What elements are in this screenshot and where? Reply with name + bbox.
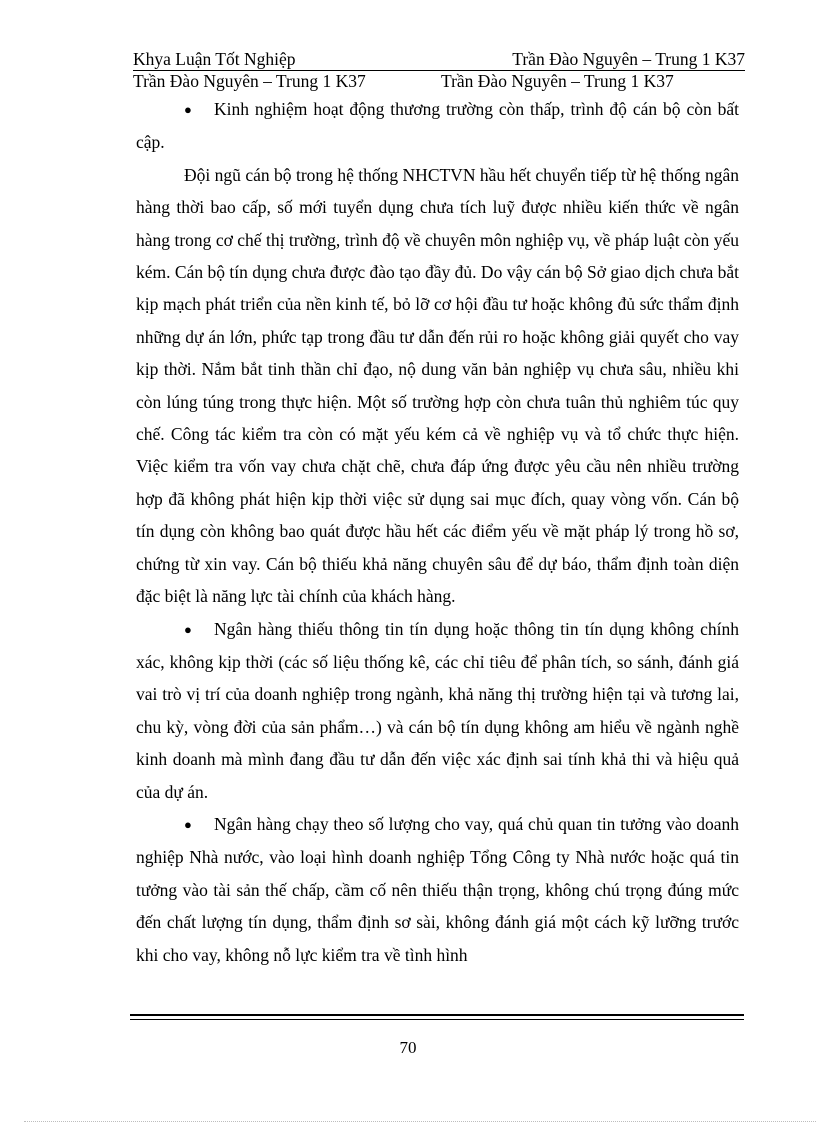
header-main-row [133, 48, 745, 70]
paragraph-1 [136, 93, 739, 159]
header-author: Trần Đào Nguyên – Trung 1 K37 [512, 49, 745, 69]
header-repeat-author-1: Trần Đào Nguyên – Trung 1 K37 [133, 71, 366, 91]
footer-rule [130, 1014, 744, 1020]
page-number: 70 [399, 1038, 417, 1057]
paragraph-3 [136, 613, 739, 808]
document-body [136, 93, 739, 971]
bullet-icon: ● [184, 621, 192, 637]
paragraph-text: Đội ngũ cán bộ trong hệ thống NHCTVN hầu hết chuyển tiếp từ hệ thống ngân hàng thời bao cấp, số mới tuyển dụng chưa tích luỹ được nhiều kiến thức về ngân hàng trong cơ chế thị trường, trình độ về chuyên môn nghiệp vụ, về pháp luật còn yếu kém. Cán bộ tín dụng chưa được đào tạo đầy đủ. Do vậy cán bộ Sở giao dịch chưa bắt kịp mạch phát triển của nền kinh tế, bỏ lỡ cơ hội đầu tư hoặc không đủ sức thẩm định những dự án lớn, phức tạp trong đầu tư dẫn đến rủi ro hoặc không giải quyết cho vay kịp thời. Nắm bắt tinh thần chỉ đạo, nộ dung văn bản nghiệp vụ chưa sâu, nhiều khi còn lúng túng trong thực hiện. Một số trường hợp còn chưa tuân thủ nghiêm túc quy chế. Công tác kiểm tra còn có mặt yếu kém cả về nghiệp vụ và tổ chức thực hiện. Việc kiểm tra vốn vay chưa chặt chẽ, chưa đáp ứng được yêu cầu nên nhiều trường hợp đã không phát hiện kịp thời việc sử dụng sai mục đích, quay vòng vốn. Cán bộ tín dụng còn không bao quát được hầu hết các điểm yếu về mặt pháp lý trong hồ sơ, chứng từ xin vay. Cán bộ thiếu khả năng chuyên sâu để dự báo, thẩm định toàn diện đặc biệt là năng lực tài chính của khách hàng. [136, 164, 739, 607]
bullet-icon: ● [184, 816, 192, 832]
header-rule [133, 70, 745, 71]
paragraph-text: Ngân hàng chạy theo số lượng cho vay, quá chủ quan tin tưởng vào doanh nghiệp Nhà nước, vào loại hình doanh nghiệp Tổng Công ty Nhà nước hoặc quá tin tưởng vào tài sản thế chấp, cầm cố nên thiếu thận trọng, không chú trọng đúng mức đến chất lượng tín dụng, thẩm định sơ sài, không đánh giá một cách kỹ lưỡng trước khi cho vay, không nỗ lực kiểm tra về tình hình [136, 813, 739, 965]
page-edge-dotted-line [24, 1121, 816, 1122]
paragraph-text: Kinh nghiệm hoạt động thương trường còn thấp, trình độ cán bộ còn bất cập. [136, 99, 739, 153]
paragraph-2 [136, 159, 739, 613]
bullet-icon: ● [184, 102, 192, 117]
header-repeat-row [133, 70, 745, 92]
header-repeat-author-2: Trần Đào Nguyên – Trung 1 K37 [441, 71, 674, 91]
paragraph-text: Ngân hàng thiếu thông tin tín dụng hoặc thông tin tín dụng không chính xác, không kịp thời (các số liệu thống kê, các chỉ tiêu để phân tích, so sánh, đánh giá vai trò vị trí của doanh nghiệp trong ngành, khả năng thị trường hiện tại và tương lai, chu kỳ, vòng đời của sản phẩm…) và cán bộ tín dụng không am hiểu về ngành nghề kinh doanh mà mình đang đầu tư dẫn đến việc xác định sai tính khả thi và hiệu quả của dự án. [136, 618, 739, 802]
header-thesis-title: Khya Luận Tốt Nghiệp [133, 49, 296, 69]
paragraph-4 [136, 808, 739, 971]
